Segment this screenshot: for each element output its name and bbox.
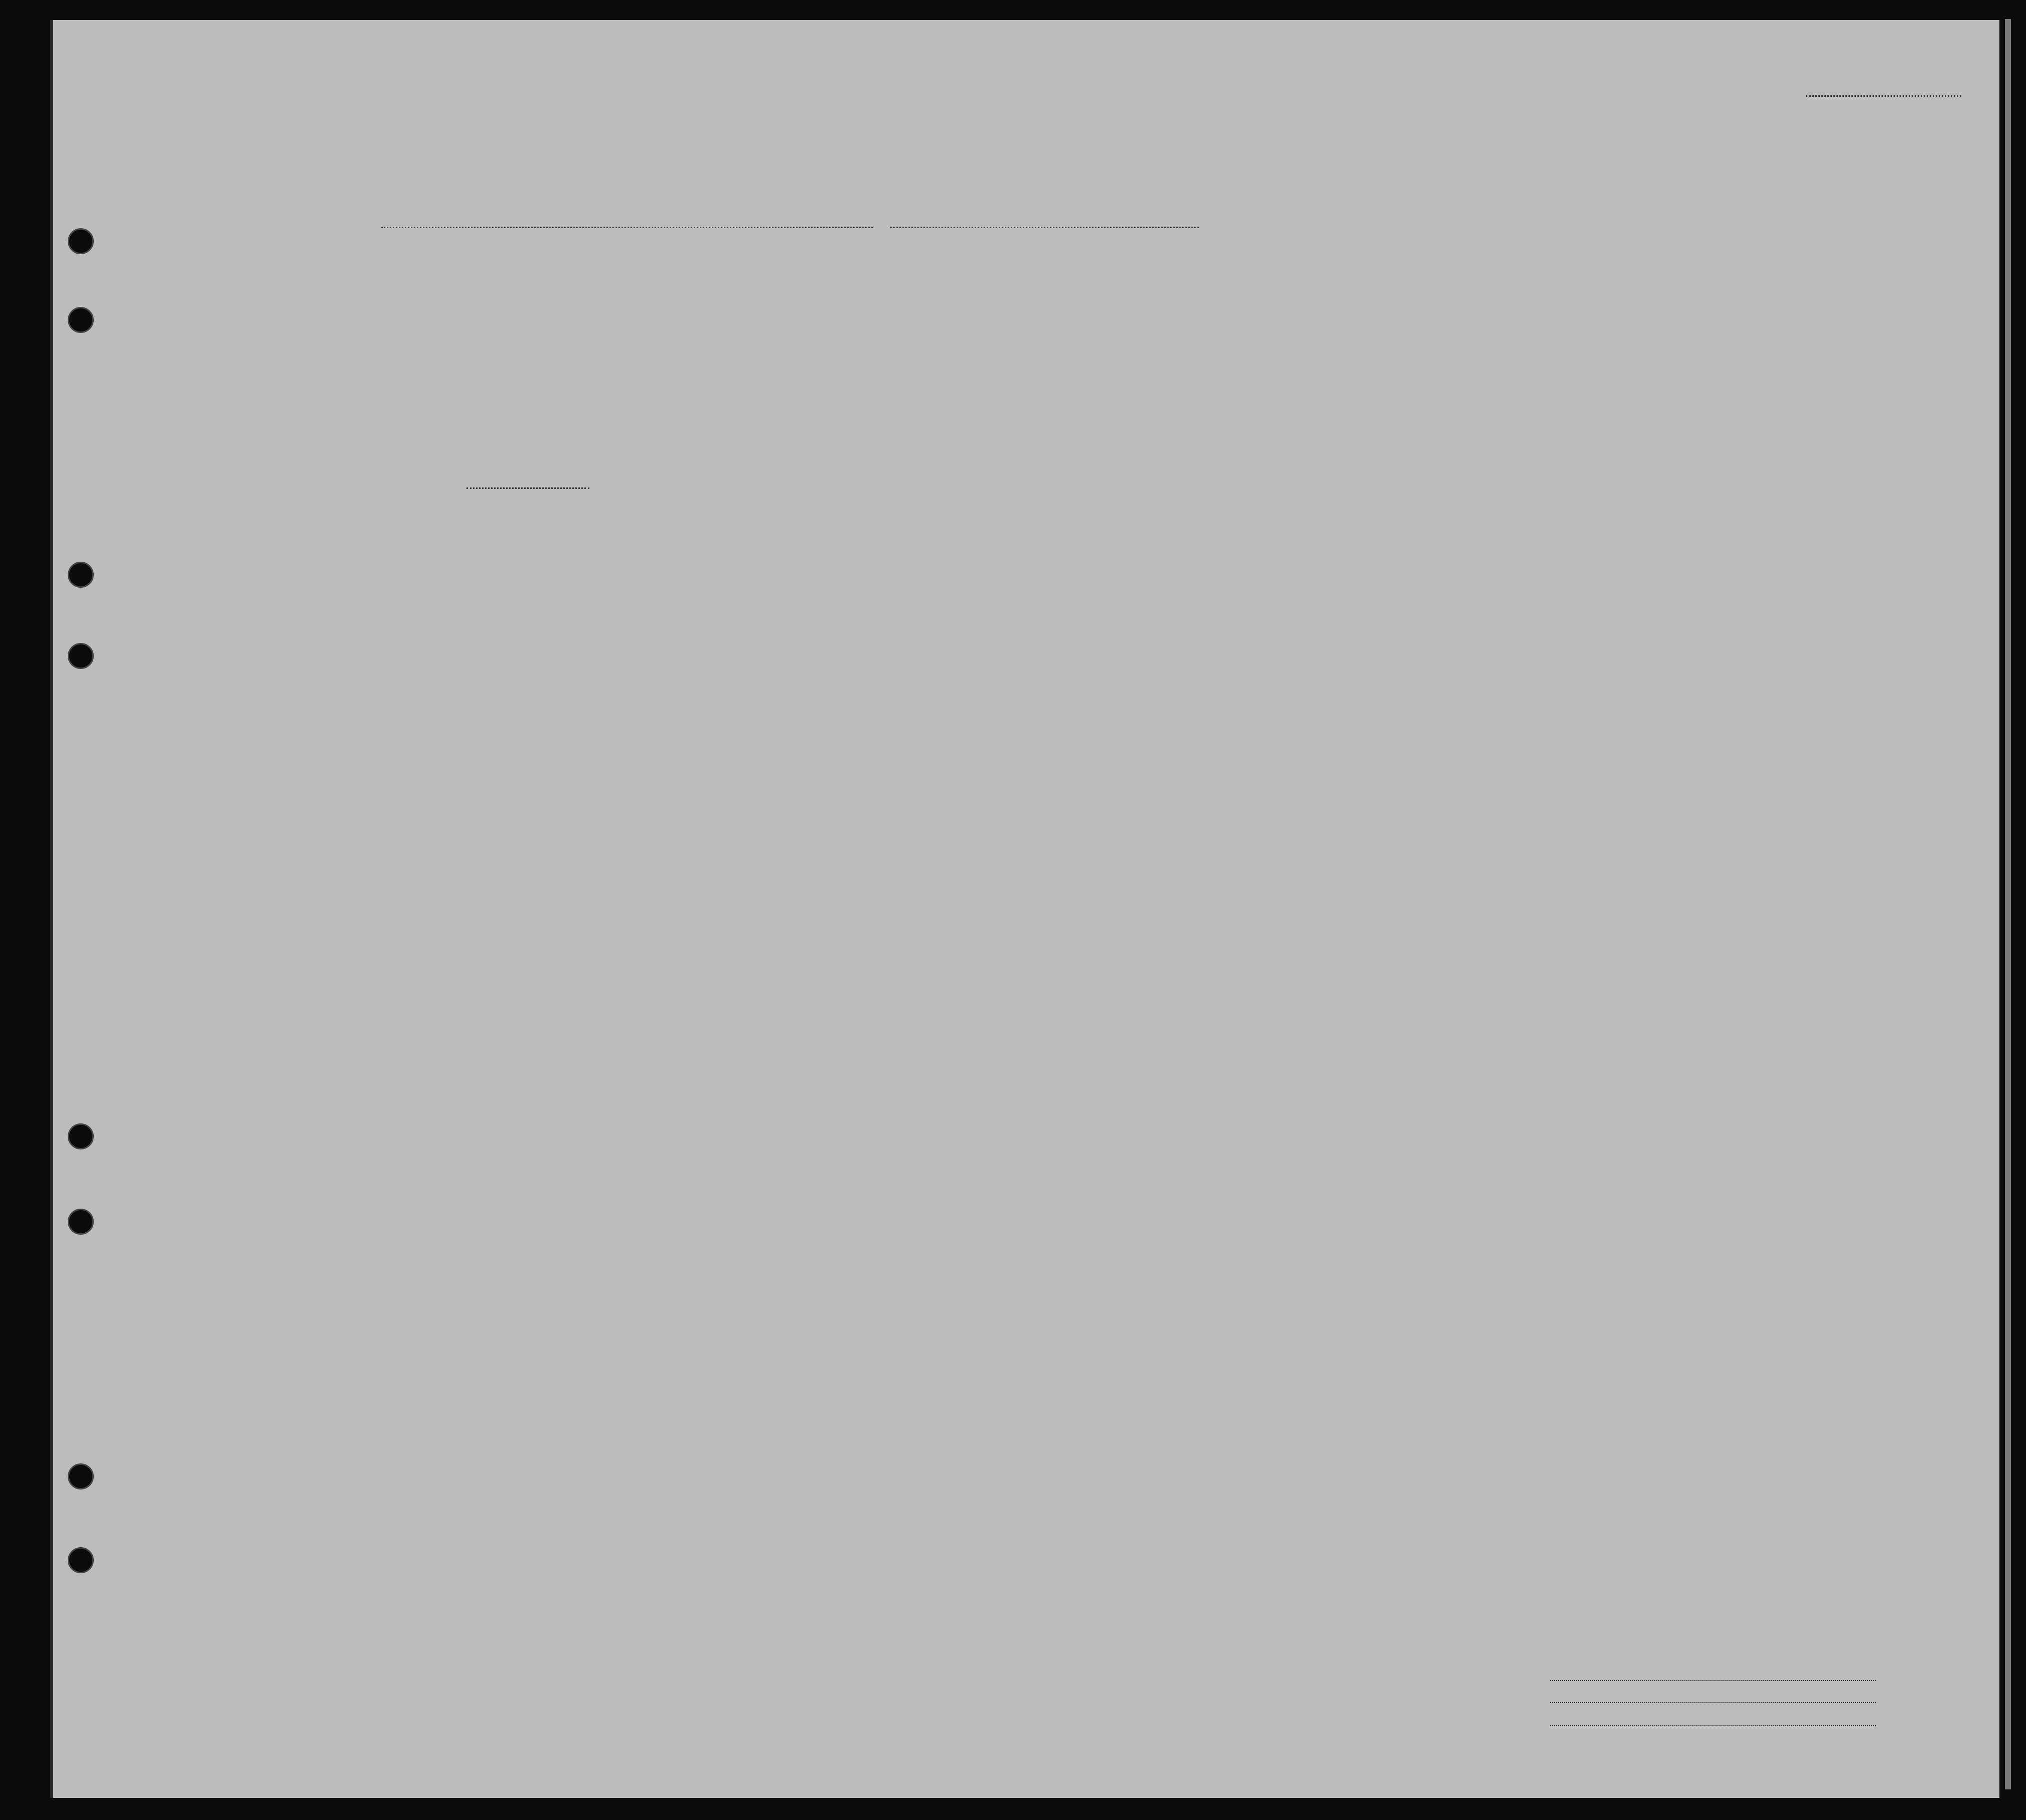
- header-overthrow: [1395, 291, 1448, 419]
- header-polygamist: [1345, 291, 1361, 419]
- agents-signature-line: [1550, 1725, 1876, 1726]
- header-ticket: [594, 291, 614, 411]
- header-become-citizen: [1267, 321, 1297, 419]
- header-inches: [1684, 374, 1698, 419]
- header-anarchist: [1370, 291, 1386, 419]
- header-prison: [1303, 291, 1331, 419]
- header-feet: [1656, 374, 1670, 419]
- header-deported: [1516, 291, 1532, 419]
- owners-signature-line: [1550, 1702, 1876, 1703]
- header-labor-offer: [1453, 291, 1481, 419]
- line-signature-line: [1550, 1680, 1876, 1681]
- header-excluded: [1490, 291, 1506, 419]
- header-length-stay: [1234, 321, 1264, 419]
- port-dotted-line: [466, 487, 589, 489]
- header-return-intent: [1185, 321, 1219, 419]
- header-fifty-dollars: [718, 291, 738, 411]
